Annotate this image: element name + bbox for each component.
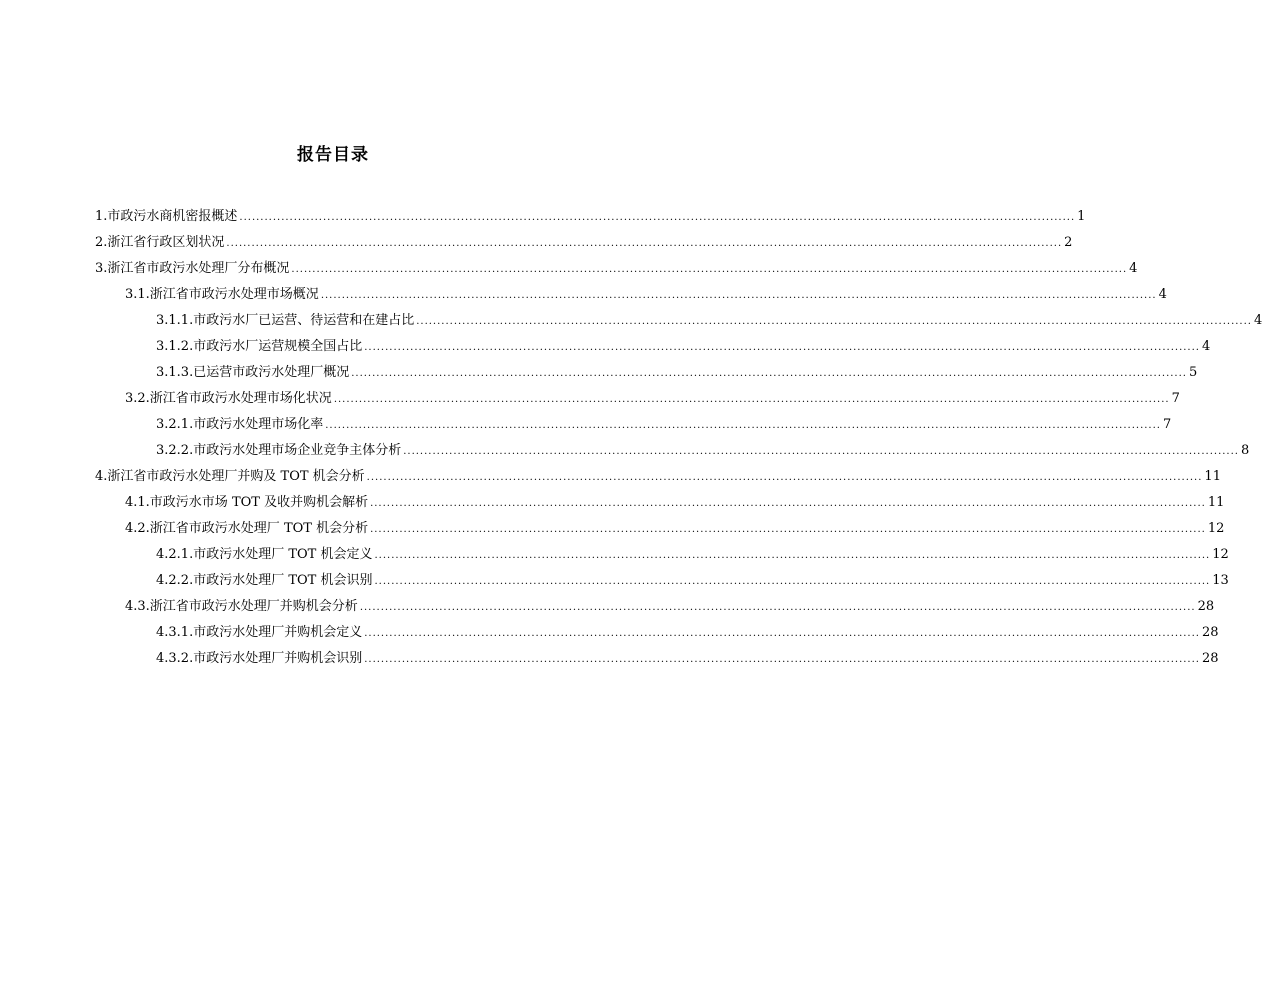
toc-dot-leader: ........................................................................................................................................................................................................ <box>226 238 1063 249</box>
toc-dot-leader: ........................................................................................................................................................................................................ <box>359 602 1196 613</box>
toc-entry-title: 3.1.1.市政污水厂已运营、待运营和在建占比 <box>156 313 415 328</box>
toc-entry-page-number: 4 <box>1129 261 1138 276</box>
toc-entry-page-number: 13 <box>1212 573 1229 588</box>
toc-entry[interactable] <box>0 569 1229 595</box>
toc-dot-leader: ........................................................................................................................................................................................................ <box>291 264 1128 275</box>
toc-entry-title: 2.浙江省行政区划状况 <box>95 235 225 250</box>
toc-entry-page-number: 4 <box>1158 287 1167 302</box>
toc-dot-leader: ........................................................................................................................................................................................................ <box>320 290 1157 301</box>
toc-entry-page-number: 28 <box>1197 599 1215 614</box>
toc-entry[interactable] <box>0 257 1138 283</box>
toc-entry-title: 4.2.2.市政污水处理厂 TOT 机会识别 <box>156 573 373 588</box>
toc-entry[interactable] <box>0 283 1167 309</box>
toc-entry-title: 3.2.浙江省市政污水处理市场化状况 <box>125 391 332 406</box>
toc-entry[interactable] <box>0 413 1172 439</box>
toc-entry-page-number: 28 <box>1201 651 1219 666</box>
toc-entry-page-number: 7 <box>1171 391 1180 406</box>
toc-entry-page-number: 2 <box>1064 235 1073 250</box>
toc-dot-leader: ........................................................................................................................................................................................................ <box>333 394 1170 405</box>
toc-entry[interactable] <box>0 387 1180 413</box>
toc-entry-title: 3.浙江省市政污水处理厂分布概况 <box>95 261 290 276</box>
toc-entry-title: 4.2.浙江省市政污水处理厂 TOT 机会分析 <box>125 521 369 536</box>
toc-entry-page-number: 7 <box>1162 417 1172 432</box>
toc-entry-title: 4.浙江省市政污水处理厂并购及 TOT 机会分析 <box>95 469 365 484</box>
toc-entry[interactable] <box>0 335 1211 361</box>
toc-dot-leader: ........................................................................................................................................................................................................ <box>416 316 1252 327</box>
toc-entry-page-number: 5 <box>1188 365 1198 380</box>
toc-entry[interactable] <box>0 647 1219 673</box>
toc-dot-leader: ........................................................................................................................................................................................................ <box>364 628 1200 639</box>
toc-entry-page-number: 12 <box>1207 521 1225 536</box>
toc-entry-title: 4.1.市政污水市场 TOT 及收并购机会解析 <box>125 495 369 510</box>
toc-entry[interactable] <box>0 439 1250 465</box>
toc-entry[interactable] <box>0 465 1221 491</box>
toc-entry-page-number: 8 <box>1240 443 1250 458</box>
toc-entry-page-number: 4 <box>1253 313 1262 328</box>
toc-dot-leader: ........................................................................................................................................................................................................ <box>370 498 1206 509</box>
toc-dot-leader: ........................................................................................................................................................................................................ <box>364 654 1200 665</box>
toc-entry-page-number: 11 <box>1207 495 1225 510</box>
toc-entry-page-number: 12 <box>1212 547 1229 562</box>
toc-entry-title: 4.3.浙江省市政污水处理厂并购机会分析 <box>125 599 358 614</box>
toc-dot-leader: ........................................................................................................................................................................................................ <box>239 212 1076 223</box>
toc-entry[interactable] <box>0 491 1225 517</box>
toc-dot-leader: ........................................................................................................................................................................................................ <box>374 550 1211 561</box>
toc-entry-title: 3.1.浙江省市政污水处理市场概况 <box>125 287 319 302</box>
toc-entry-title: 3.1.3.已运营市政污水处理厂概况 <box>156 365 350 380</box>
toc-entry-page-number: 1 <box>1077 209 1086 224</box>
toc-entry-title: 4.3.2.市政污水处理厂并购机会识别 <box>156 651 363 666</box>
toc-entry[interactable] <box>0 595 1215 621</box>
toc-entry-title: 4.3.1.市政污水处理厂并购机会定义 <box>156 625 363 640</box>
toc-entry-title: 4.2.1.市政污水处理厂 TOT 机会定义 <box>156 547 373 562</box>
toc-entry[interactable] <box>0 309 1262 335</box>
toc-entry-title: 3.2.1.市政污水处理市场化率 <box>156 417 324 432</box>
toc-entry[interactable] <box>0 543 1229 569</box>
toc-entry[interactable] <box>0 621 1219 647</box>
toc-dot-leader: ........................................................................................................................................................................................................ <box>366 472 1203 483</box>
toc-entry-title: 1.市政污水商机密报概述 <box>95 209 238 224</box>
toc-dot-leader: ........................................................................................................................................................................................................ <box>351 368 1187 379</box>
toc-dot-leader: ........................................................................................................................................................................................................ <box>325 420 1161 431</box>
toc-dot-leader: ........................................................................................................................................................................................................ <box>374 576 1211 587</box>
table-of-contents <box>0 205 1262 673</box>
toc-entry-page-number: 11 <box>1204 469 1221 484</box>
toc-dot-leader: ........................................................................................................................................................................................................ <box>370 524 1206 535</box>
toc-entry-title: 3.2.2.市政污水处理市场企业竞争主体分析 <box>156 443 402 458</box>
page-title: 报告目录 <box>297 145 369 165</box>
toc-entry[interactable] <box>0 361 1198 387</box>
toc-entry-page-number: 4 <box>1201 339 1211 354</box>
toc-entry-page-number: 28 <box>1201 625 1219 640</box>
toc-entry[interactable] <box>0 231 1073 257</box>
toc-dot-leader: ........................................................................................................................................................................................................ <box>403 446 1239 457</box>
toc-dot-leader: ........................................................................................................................................................................................................ <box>364 342 1200 353</box>
toc-entry-title: 3.1.2.市政污水厂运营规模全国占比 <box>156 339 363 354</box>
toc-entry[interactable] <box>0 205 1086 231</box>
toc-entry[interactable] <box>0 517 1225 543</box>
